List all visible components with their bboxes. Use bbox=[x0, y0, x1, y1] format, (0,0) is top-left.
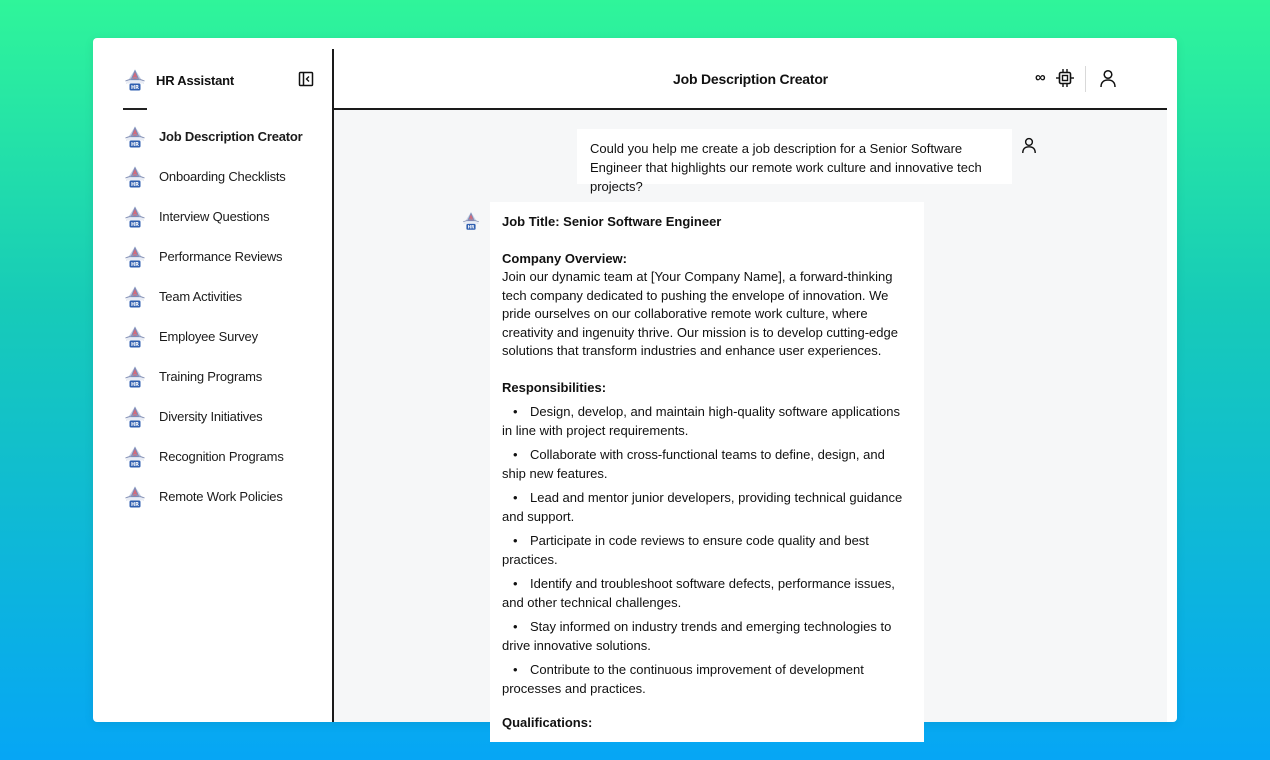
hr-logo-icon bbox=[123, 205, 147, 229]
hr-logo-icon bbox=[123, 365, 147, 389]
infinity-icon[interactable]: ∞ bbox=[1035, 69, 1046, 86]
hr-logo-icon bbox=[123, 485, 147, 509]
sidebar-collapse-icon[interactable] bbox=[298, 71, 314, 87]
sidebar-item-team-activities[interactable] bbox=[104, 284, 332, 324]
sidebar-item-label: Recognition Programs bbox=[159, 449, 284, 464]
responsibilities-heading: Responsibilities: bbox=[502, 379, 607, 395]
list-item: • Design, develop, and maintain high-quality software applications in line with project requirements. bbox=[502, 403, 912, 440]
app-title: HR Assistant bbox=[156, 73, 235, 88]
sidebar-item-training-programs[interactable] bbox=[104, 364, 332, 404]
hr-logo-icon bbox=[123, 325, 147, 349]
chat-area bbox=[334, 110, 1167, 730]
qualifications-heading: Qualifications: bbox=[502, 715, 593, 730]
top-bar bbox=[334, 49, 1167, 110]
sidebar-header bbox=[104, 49, 332, 109]
sidebar-item-label: Interview Questions bbox=[159, 209, 270, 224]
user-icon[interactable] bbox=[1099, 69, 1117, 88]
list-item: • Collaborate with cross-functional teams to define, design, and ship new features. bbox=[502, 446, 912, 483]
assistant-message bbox=[490, 202, 924, 742]
sidebar-item-remote-work-policies[interactable] bbox=[104, 484, 332, 524]
assistant-avatar-icon bbox=[461, 211, 481, 231]
responsibilities-list bbox=[502, 403, 912, 698]
sidebar-item-interview-questions[interactable] bbox=[104, 204, 332, 244]
sidebar-item-employee-survey[interactable] bbox=[104, 324, 332, 364]
overview-heading: Company Overview: bbox=[502, 250, 627, 266]
sidebar-nav bbox=[104, 124, 332, 524]
sidebar-item-onboarding-checklists[interactable] bbox=[104, 164, 332, 204]
hr-logo-icon bbox=[123, 285, 147, 309]
hr-logo-icon bbox=[123, 245, 147, 269]
app-window bbox=[93, 38, 1177, 730]
sidebar-item-label: Job Description Creator bbox=[159, 129, 303, 144]
list-item: • Lead and mentor junior developers, providing technical guidance and support. bbox=[502, 489, 912, 526]
sidebar-item-label: Onboarding Checklists bbox=[159, 169, 286, 184]
sidebar-item-label: Diversity Initiatives bbox=[159, 409, 263, 424]
main-panel bbox=[334, 49, 1167, 730]
sidebar-item-label: Employee Survey bbox=[159, 329, 258, 344]
sidebar-item-label: Remote Work Policies bbox=[159, 489, 283, 504]
chip-icon[interactable] bbox=[1055, 68, 1075, 88]
sidebar-item-label: Performance Reviews bbox=[159, 249, 283, 264]
sidebar bbox=[104, 49, 334, 722]
page-title: Job Description Creator bbox=[673, 71, 828, 87]
sidebar-item-label: Training Programs bbox=[159, 369, 263, 384]
list-item: • Contribute to the continuous improvement of development processes and practices. bbox=[502, 661, 912, 698]
sidebar-item-job-description-creator[interactable] bbox=[104, 124, 332, 164]
list-item: • Stay informed on industry trends and emerging technologies to drive innovative solutions. bbox=[502, 618, 912, 655]
sidebar-item-label: Team Activities bbox=[159, 289, 242, 304]
sidebar-item-performance-reviews[interactable] bbox=[104, 244, 332, 284]
top-bar-separator bbox=[1085, 66, 1086, 92]
job-title-heading: Job Title: Senior Software Engineer bbox=[502, 214, 722, 229]
hr-logo-icon bbox=[123, 125, 147, 149]
hr-logo-icon bbox=[123, 445, 147, 469]
list-item: • Participate in code reviews to ensure code quality and best practices. bbox=[502, 532, 912, 569]
overview-text: Join our dynamic team at [Your Company Name], a forward-thinking tech company dedicated to pushing the envelope of innovation. We pride ourselves on our collaborative remote work culture, where creativity and ingenuity thrive. Our mission is to develop cutting-edge solutions that transform industries and enhance user experiences. bbox=[502, 269, 898, 358]
user-message: Could you help me create a job description for a Senior Software Engineer that highlights our remote work culture and innovative tech projects? bbox=[577, 129, 1012, 184]
sidebar-header-underline bbox=[123, 108, 147, 110]
hr-logo-icon bbox=[123, 165, 147, 189]
user-avatar-icon bbox=[1021, 137, 1037, 154]
sidebar-item-diversity-initiatives[interactable] bbox=[104, 404, 332, 444]
list-item: • Identify and troubleshoot software defects, performance issues, and other technical challenges. bbox=[502, 575, 912, 612]
hr-logo-icon bbox=[123, 405, 147, 429]
sidebar-item-recognition-programs[interactable] bbox=[104, 444, 332, 484]
hr-logo-icon bbox=[123, 68, 147, 92]
